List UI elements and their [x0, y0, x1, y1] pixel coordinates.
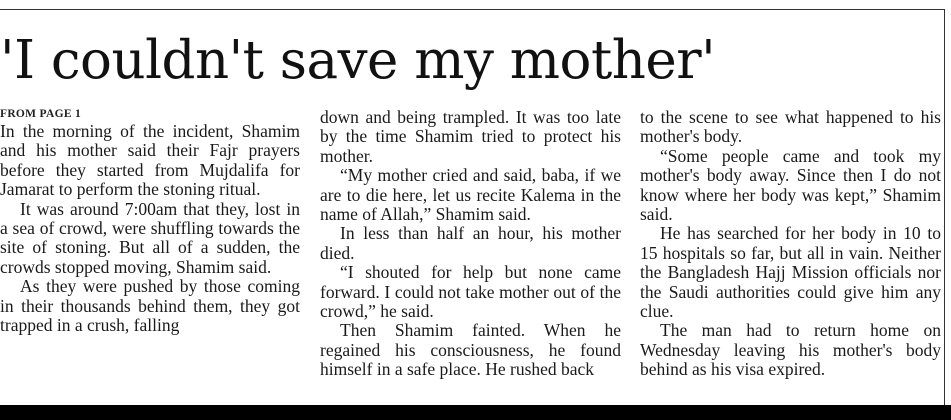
- paragraph: It was around 7:00am that they, lost in a sea of crowd, were shuffling towards the site of stoning. But all of a sudden, the crowds stopped moving, Shamim said.: [0, 198, 300, 277]
- column-3: [640, 108, 941, 380]
- column-2: [320, 108, 621, 380]
- paragraph: “My mother cried and said, baba, if we are to die here, let us recite Kalema in the name of Allah,” Shamim said.: [320, 165, 621, 225]
- paragraph: As they were pushed by those coming in their thousands behind them, they got trapped in a crush, falling: [0, 276, 300, 336]
- paragraph: He has searched for her body in 10 to 15 hospitals so far, but all in vain. Neither the Bangladesh Hajj Mission officials nor the Saudi authorities could give him any clue.: [640, 223, 941, 322]
- paragraph: The man had to return home on Wednesday leaving his mother's body behind as his visa expired.: [640, 320, 941, 380]
- bottom-bar: [0, 405, 951, 420]
- column-1: [0, 108, 300, 335]
- headline: 'I couldn't save my mother': [0, 30, 716, 91]
- top-rule: [0, 9, 945, 10]
- paragraph: “Some people came and took my mother's body away. Since then I do not know where her body was kept,” Shamim said.: [640, 145, 941, 225]
- paragraph: In the morning of the incident, Shamim and his mother said their Fajr prayers before they started from Mujdalifa for Jamarat to perform the stoning ritual.: [0, 121, 300, 200]
- right-rule: [944, 9, 945, 405]
- paragraph: “I shouted for help but none came forward. I could not take mother out of the crowd,” he said.: [320, 262, 621, 322]
- paragraph: to the scene to see what happened to his mother's body.: [640, 107, 941, 147]
- paragraph: In less than half an hour, his mother died.: [320, 223, 621, 263]
- paragraph: Then Shamim fainted. When he regained his consciousness, he found himself in a safe place. He rushed back: [320, 320, 621, 380]
- paragraph: down and being trampled. It was too late by the time Shamim tried to protect his mother.: [320, 107, 621, 166]
- continuation-kicker: FROM PAGE 1: [0, 108, 82, 120]
